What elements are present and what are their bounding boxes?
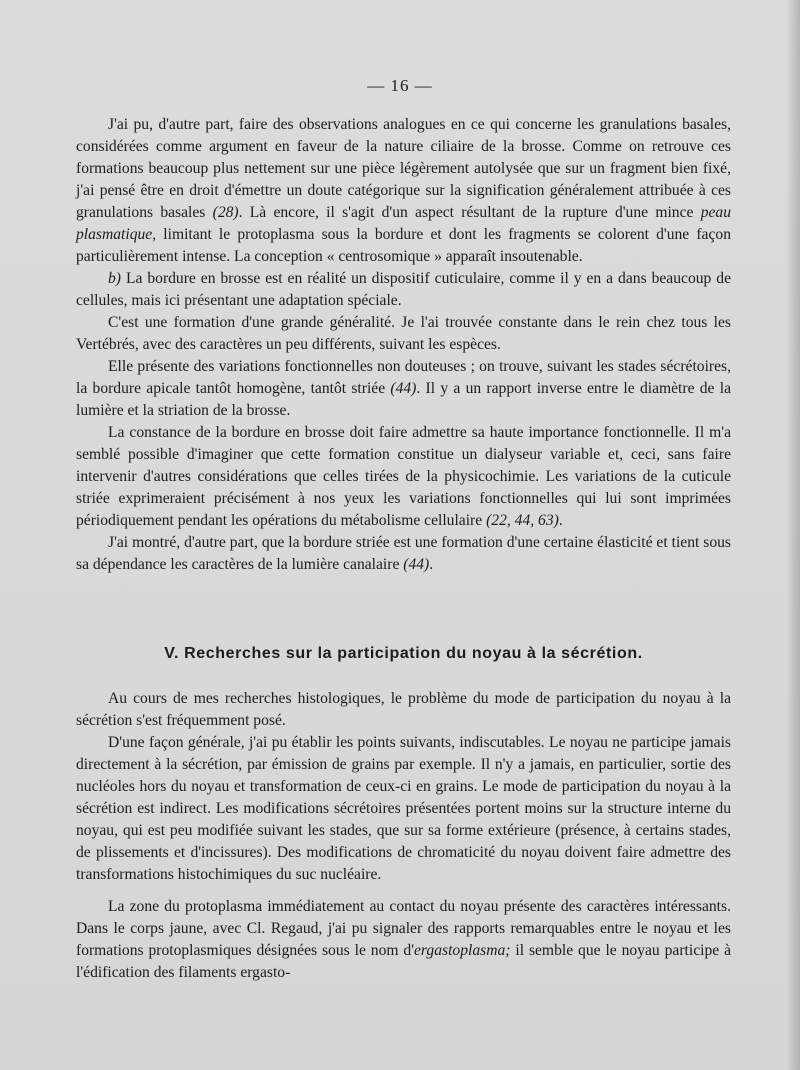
section-b-body (76, 688, 731, 984)
reference-44b: (44) (403, 556, 430, 573)
list-label-b: b) (108, 270, 121, 287)
paragraph-protoplasma: La zone du protoplasma immédiatement au contact du noyau présente des caractères intéressants. Dans le corps jaune, avec Cl. Regaud, j'ai pu signaler des rapports remarquables entre le noyau et les formations protoplasmiques désignées sous le nom d'ergastoplasma; il semble que le noyau participe à l'édification des filaments ergasto- (76, 898, 731, 981)
paragraph-variations: Elle présente des variations fonctionnelles non douteuses ; on trouve, suivant les stades sécrétoires, la bordure apicale tantôt homogène, tantôt striée (44). Il y a un rapport inverse entre le diamètre de la lumière et la striation de la brosse. (76, 358, 731, 419)
reference-22-44-63: (22, 44, 63) (486, 512, 559, 529)
reference-28: (28) (212, 204, 239, 221)
paragraph-points-suivants: D'une façon générale, j'ai pu établir les points suivants, indiscutables. Le noyau ne participe jamais directement à la sécrétion, par émission de grains par exemple. Il n'y a jamais, en particulier, sortie des nucléoles hors du noyau et transformation de ceux-ci en grains. Le mode de participation du noyau à la sécrétion est indirect. Les modifications sécrétoires présentées portent moins sur la structure interne du noyau, qui est peu modifiée suivant les stades, que sur sa forme extérieure (présence, à certains stades, de plissements et d'incissures). Des modifications de chromaticité du noyau doivent faire admettre des transformations histochimiques du suc nucléaire. (76, 734, 731, 883)
paragraph-dialyseur: La constance de la bordure en brosse doit faire admettre sa haute importance fonctionnelle. Il m'a semblé possible d'imaginer que cette formation constitue un dialyseur variable et, ceci, sans faire intervenir d'autres considérations que celles tirées de la physicochimie. Les variations de la cuticule striée exprimeraient précisément à nos yeux les variations fonctionnelles qui lui sont imprimées périodiquement pendant les opérations du métabolisme cellulaire (22, 44, 63). (76, 424, 731, 529)
page-number: — 16 — (367, 76, 433, 95)
paragraph-generalite: C'est une formation d'une grande généralité. Je l'ai trouvée constante dans le rein chez tous les Vertébrés, avec des caractères un peu différents, suivant les espèces. (76, 314, 731, 353)
term-peau-plasmatique: peau plasmatique (76, 204, 731, 243)
paragraph-recherches: Au cours de mes recherches histologiques, le problème du mode de participation du noyau à la sécrétion s'est fréquemment posé. (76, 690, 731, 729)
term-ergastoplasma: ergastoplasma; (414, 942, 511, 959)
section-a-body (76, 114, 731, 576)
paragraph-granulations: J'ai pu, d'autre part, faire des observations analogues en ce qui concerne les granulations basales, considérées comme argument en faveur de la nature ciliaire de la brosse. Comme on retrouve ces formations beaucoup plus nettement sur une pièce légèrement autolysée que sur un fragment bien fixé, j'ai pensé être en droit d'émettre un doute catégorique sur la signification généralement attribuée à ces granulations basales (28). Là encore, il s'agit d'un aspect résultant de la rupture d'une mince peau plasmatique, limitant le protoplasma sous la bordure et dont les fragments se colorent d'une façon particulièrement intense. La conception « centrosomique » apparaît insoutenable. (76, 116, 731, 265)
reference-44: (44) (390, 380, 417, 397)
page-edge-shadow (786, 0, 800, 1070)
paragraph-cuticulaire: b) La bordure en brosse est en réalité un dispositif cuticulaire, comme il y en a dans beaucoup de cellules, mais ici présentant une adaptation spéciale. (76, 270, 731, 309)
paragraph-elasticite: J'ai montré, d'autre part, que la bordure striée est une formation d'une certaine élasticité et tient sous sa dépendance les caractères de la lumière canalaire (44). (76, 534, 731, 573)
section-heading: V. Recherches sur la participation du noyau à la sécrétion. (164, 645, 643, 662)
